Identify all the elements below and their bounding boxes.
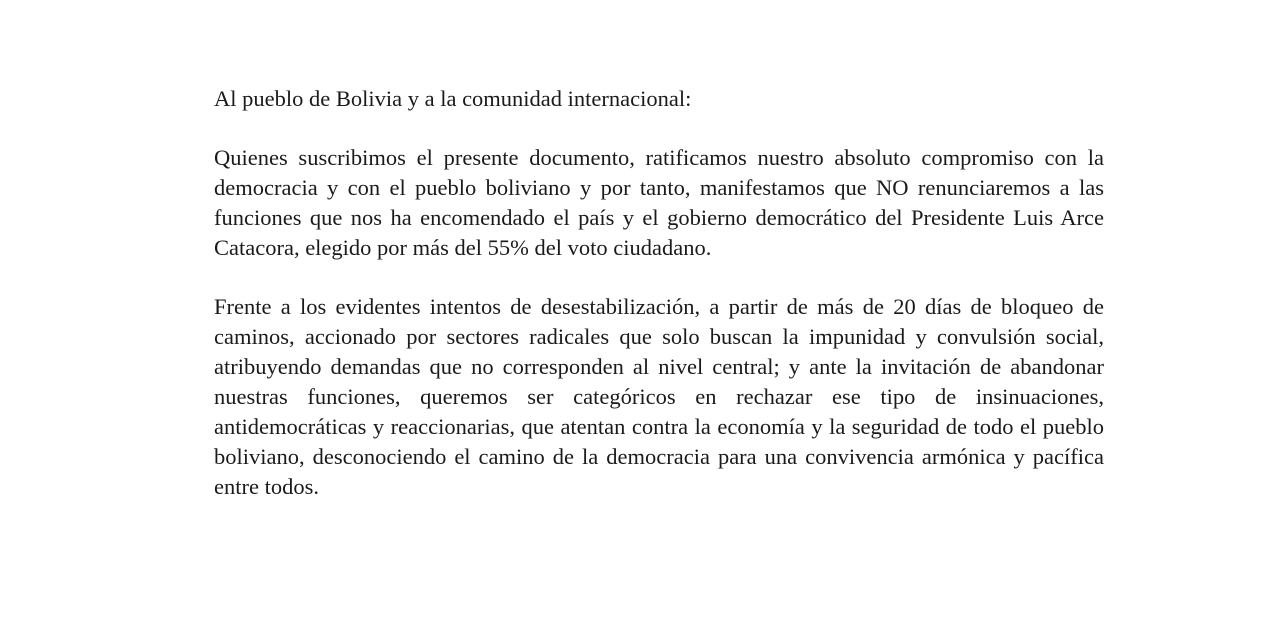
document-page [214, 84, 1104, 531]
paragraph-1: Quienes suscribimos el presente documento, ratificamos nuestro absoluto compromiso con la democracia y con el pueblo boliviano y por tanto, manifestamos que NO renunciaremos a las funciones que nos ha encomendado el país y el gobierno democrático del Presidente Luis Arce Catacora, elegido por más del 55% del voto ciudadano. [214, 145, 1104, 260]
paragraph-2: Frente a los evidentes intentos de desestabilización, a partir de más de 20 días de bloqueo de caminos, accionado por sectores radicales que solo buscan la impunidad y convulsión social, atribuyendo demandas que no corresponden al nivel central; y ante la invitación de abandonar nuestras funciones, queremos ser categóricos en rechazar ese tipo de insinuaciones, antidemocráticas y reaccionarias, que atentan contra la economía y la seguridad de todo el pueblo boliviano, desconociendo el camino de la democracia para una convivencia armónica y pacífica entre todos. [214, 294, 1104, 499]
salutation: Al pueblo de Bolivia y a la comunidad internacional: [214, 86, 692, 111]
